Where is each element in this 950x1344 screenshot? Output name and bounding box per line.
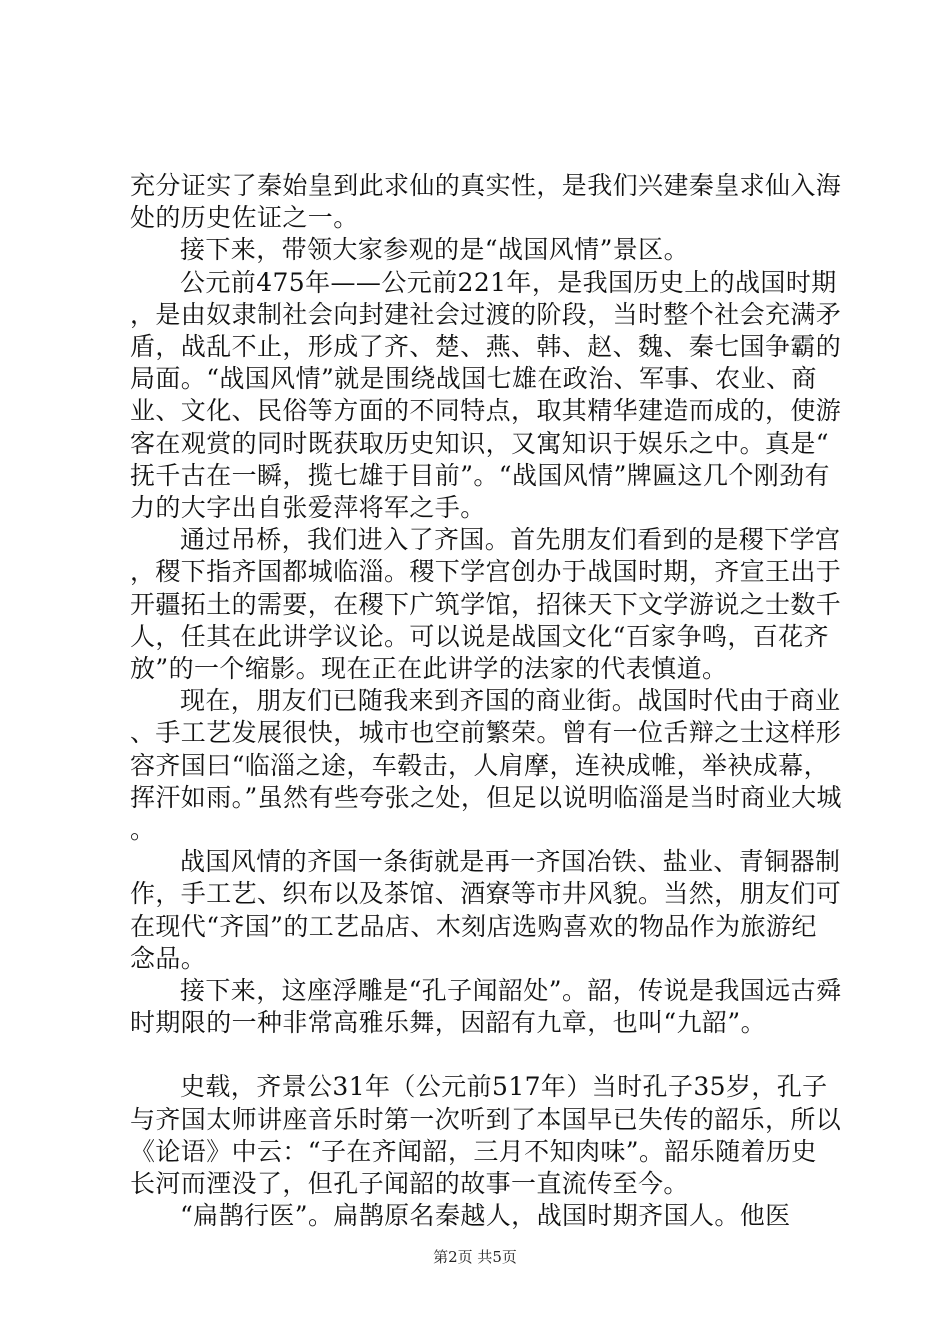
paragraph: 现在，朋友们已随我来到齐国的商业街。战国时代由于商业、手工艺发展很快，城市也空前繁荣。曾有一位舌辩之士这样形容齐国曰“临淄之途，车毂击，人肩摩，连袂成帷，举袂成幕，挥汗如雨。”虽然有些夸张之处，但足以说明临淄是当时商业大城。 — [130, 686, 842, 845]
paragraph: 史载，齐景公31年（公元前517年）当时孔子35岁，孔子与齐国太师讲座音乐时第一次听到了本国早已失传的韶乐，所以《论语》中云：“子在齐闻韶，三月不知肉味”。韶乐随着历史长河而湮没了，但孔子闻韶的故事一直流传至今。 — [130, 1072, 842, 1199]
paragraph: 通过吊桥，我们进入了齐国。首先朋友们看到的是稷下学宫，稷下指齐国都城临淄。稷下学宫创办于战国时期，齐宣王出于开疆拓土的需要，在稷下广筑学馆，招徕天下文学游说之士数千人，任其在此讲学议论。可以说是战国文化“百家争鸣，百花齐放”的一个缩影。现在正在此讲学的法家的代表慎道。 — [130, 525, 842, 684]
paragraph: 战国风情的齐国一条街就是再一齐国冶铁、盐业、青铜器制作，手工艺、织布以及茶馆、酒寮等市井风貌。当然，朋友们可在现代“齐国”的工艺品店、木刻店选购喜欢的物品作为旅游纪念品。 — [130, 847, 842, 973]
paragraph: 充分证实了秦始皇到此求仙的真实性，是我们兴建秦皇求仙入海处的历史佐证之一。 — [130, 171, 842, 233]
document-body — [130, 170, 842, 1233]
page-number-footer: 第2页 共5页 — [433, 1248, 517, 1266]
paragraph: “扁鹊行医”。扁鹊原名秦越人，战国时期齐国人。他医 — [180, 1201, 791, 1231]
paragraph: 接下来，带领大家参观的是“战国风情”景区。 — [180, 235, 689, 265]
paragraph: 接下来，这座浮雕是“孔子闻韶处”。韶，传说是我国远古舜时期限的一种非常高雅乐舞，因韶有九章，也叫“九韶”。 — [130, 976, 842, 1038]
paragraph: 公元前475年——公元前221年，是我国历史上的战国时期，是由奴隶制社会向封建社会过渡的阶段，当时整个社会充满矛盾，战乱不止，形成了齐、楚、燕、韩、赵、魏、秦七国争霸的局面。“战国风情”就是围绕战国七雄在政治、军事、农业、商业、文化、民俗等方面的不同特点，取其精华建造而成的，使游客在观赏的同时既获取历史知识，又寓知识于娱乐之中。真是“抚千古在一瞬，揽七雄于目前”。“战国风情”牌匾这几个刚劲有力的大字出自张爱萍将军之手。 — [130, 267, 842, 523]
